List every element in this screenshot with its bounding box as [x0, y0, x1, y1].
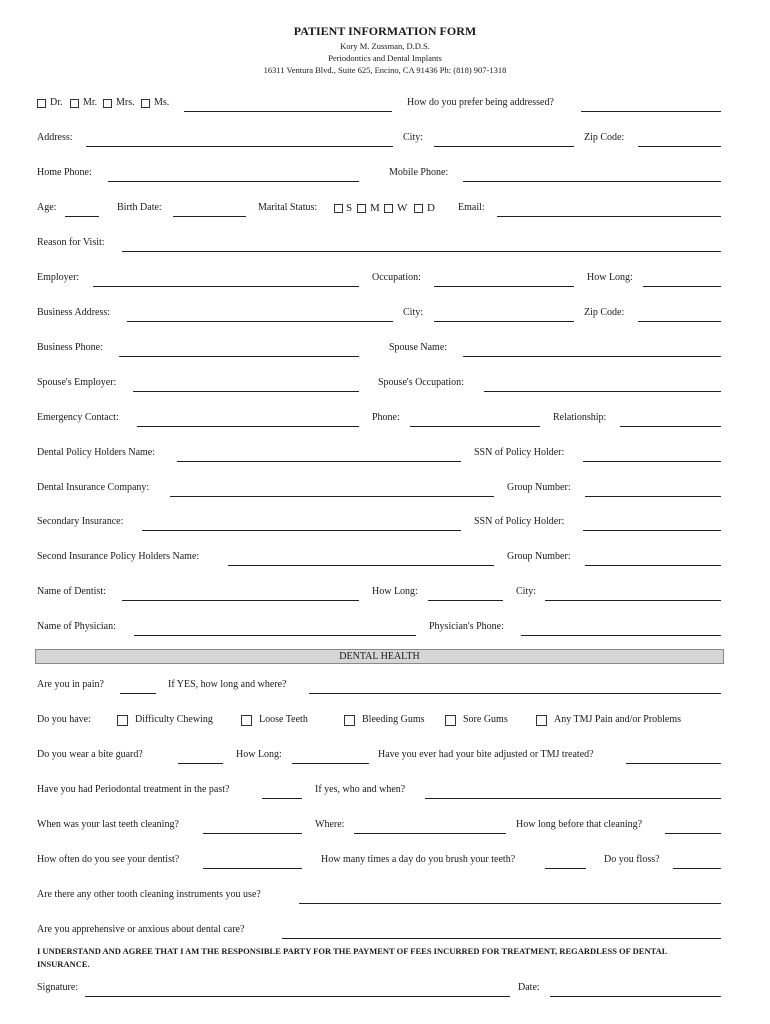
dentist-field[interactable]: [122, 600, 359, 601]
policy-holder-label: Dental Policy Holders Name:: [37, 447, 156, 458]
perio-field[interactable]: [262, 798, 302, 799]
business-city-field[interactable]: [434, 321, 574, 322]
emergency-contact-field[interactable]: [137, 426, 359, 427]
addressed-field[interactable]: [581, 111, 721, 112]
bite-guard-how-long-label: How Long:: [236, 749, 282, 760]
business-zip-label: Zip Code:: [584, 307, 625, 318]
relationship-field[interactable]: [620, 426, 721, 427]
zip-label: Zip Code:: [584, 132, 625, 143]
occupation-field[interactable]: [434, 286, 574, 287]
married-checkbox[interactable]: [357, 204, 366, 213]
single-label: S: [346, 202, 353, 214]
pain-label: Are you in pain?: [37, 679, 104, 690]
last-cleaning-field[interactable]: [203, 833, 302, 834]
perio-who-field[interactable]: [425, 798, 721, 799]
mobile-phone-field[interactable]: [463, 181, 721, 182]
bite-adjusted-label: Have you ever had your bite adjusted or TMJ treated?: [378, 749, 594, 760]
dentist-city-label: City:: [516, 586, 537, 597]
business-zip-field[interactable]: [638, 321, 721, 322]
sore-gums-checkbox[interactable]: [445, 715, 456, 726]
divorced-label: D: [427, 202, 435, 214]
anxious-field[interactable]: [282, 938, 721, 939]
business-address-label: Business Address:: [37, 307, 111, 318]
addressed-label: How do you prefer being addressed?: [407, 97, 554, 108]
insurance-company-field[interactable]: [170, 496, 494, 497]
emergency-phone-label: Phone:: [372, 412, 400, 423]
spouse-employer-field[interactable]: [133, 391, 359, 392]
secondary-insurance-label: Secondary Insurance:: [37, 516, 124, 527]
practice-address: 16311 Ventura Blvd., Suite 625, Encino, CA 91436 Ph: (818) 907-1318: [263, 65, 507, 75]
policy-holder-field[interactable]: [177, 461, 461, 462]
practice-name: Periodontics and Dental Implants: [328, 53, 442, 63]
brush-field[interactable]: [545, 868, 586, 869]
ssn-label: SSN of Policy Holder:: [474, 447, 565, 458]
spouse-occupation-field[interactable]: [484, 391, 721, 392]
emergency-contact-label: Emergency Contact:: [37, 412, 119, 423]
second-holder-label: Second Insurance Policy Holders Name:: [37, 551, 200, 562]
chewing-checkbox[interactable]: [117, 715, 128, 726]
widowed-label: W: [397, 202, 408, 214]
instruments-field[interactable]: [299, 903, 721, 904]
how-long-field[interactable]: [643, 286, 721, 287]
email-field[interactable]: [497, 216, 721, 217]
married-label: M: [370, 202, 380, 214]
widowed-checkbox[interactable]: [384, 204, 393, 213]
reason-label: Reason for Visit:: [37, 237, 105, 248]
relationship-label: Relationship:: [553, 412, 607, 423]
spouse-name-label: Spouse Name:: [389, 342, 448, 353]
spouse-employer-label: Spouse's Employer:: [37, 377, 117, 388]
bleeding-gums-checkbox[interactable]: [344, 715, 355, 726]
pain-field[interactable]: [120, 693, 156, 694]
perio-label: Have you had Periodontal treatment in the past?: [37, 784, 230, 795]
before-cleaning-label: How long before that cleaning?: [516, 819, 643, 830]
dentist-city-field[interactable]: [545, 600, 721, 601]
address-label: Address:: [37, 132, 73, 143]
chewing-label: Difficulty Chewing: [135, 714, 213, 725]
mr-checkbox[interactable]: [70, 99, 79, 108]
date-label: Date:: [518, 982, 540, 993]
sore-gums-label: Sore Gums: [463, 714, 508, 725]
secondary-ssn-label: SSN of Policy Holder:: [474, 516, 565, 527]
spouse-name-field[interactable]: [463, 356, 721, 357]
divorced-checkbox[interactable]: [414, 204, 423, 213]
mrs-label: Mrs.: [116, 97, 135, 108]
insurance-company-label: Dental Insurance Company:: [37, 482, 150, 493]
bite-guard-how-long-field[interactable]: [292, 763, 369, 764]
mrs-checkbox[interactable]: [103, 99, 112, 108]
responsibility-statement: I UNDERSTAND AND AGREE THAT I AM THE RESPONSIBLE PARTY FOR THE PAYMENT OF FEES INCURRED FOR TREATMENT, REGARDLESS OF DENTAL INSURANCE.: [37, 946, 667, 969]
spouse-occupation-label: Spouse's Occupation:: [378, 377, 464, 388]
cleaning-where-field[interactable]: [354, 833, 506, 834]
dentist-label: Name of Dentist:: [37, 586, 106, 597]
floss-label: Do you floss?: [604, 854, 660, 865]
signature-label: Signature:: [37, 982, 79, 993]
group-number-label: Group Number:: [507, 482, 571, 493]
birth-date-field[interactable]: [173, 216, 246, 217]
business-phone-field[interactable]: [119, 356, 359, 357]
single-checkbox[interactable]: [334, 204, 343, 213]
ms-checkbox[interactable]: [141, 99, 150, 108]
zip-field[interactable]: [638, 146, 721, 147]
dentist-often-field[interactable]: [203, 868, 302, 869]
physician-label: Name of Physician:: [37, 621, 116, 632]
email-label: Email:: [458, 202, 485, 213]
dentist-how-long-label: How Long:: [372, 586, 418, 597]
ssn-field[interactable]: [583, 461, 721, 462]
city-field[interactable]: [434, 146, 574, 147]
business-phone-label: Business Phone:: [37, 342, 103, 353]
floss-field[interactable]: [673, 868, 721, 869]
group-number-field[interactable]: [585, 496, 721, 497]
marital-label: Marital Status:: [258, 202, 318, 213]
tmj-checkbox[interactable]: [536, 715, 547, 726]
dentist-how-long-field[interactable]: [428, 600, 503, 601]
city-label: City:: [403, 132, 424, 143]
do-you-have-label: Do you have:: [37, 714, 91, 725]
mobile-phone-label: Mobile Phone:: [389, 167, 449, 178]
physician-field[interactable]: [134, 635, 416, 636]
name-field[interactable]: [184, 111, 392, 112]
instruments-label: Are there any other tooth cleaning instruments you use?: [37, 889, 261, 900]
bleeding-gums-label: Bleeding Gums: [362, 714, 425, 725]
mr-label: Mr.: [83, 97, 98, 108]
how-long-label: How Long:: [587, 272, 633, 283]
dr-checkbox[interactable]: [37, 99, 46, 108]
bite-guard-label: Do you wear a bite guard?: [37, 749, 143, 760]
bite-adjusted-field[interactable]: [626, 763, 721, 764]
pain-where-field[interactable]: [309, 693, 721, 694]
address-field[interactable]: [86, 146, 393, 147]
age-label: Age:: [37, 202, 57, 213]
date-field[interactable]: [550, 996, 721, 997]
physician-phone-field[interactable]: [521, 635, 721, 636]
business-address-field[interactable]: [127, 321, 393, 322]
occupation-label: Occupation:: [372, 272, 421, 283]
secondary-ssn-field[interactable]: [583, 530, 721, 531]
form-title: PATIENT INFORMATION FORM: [293, 24, 477, 38]
bite-guard-field[interactable]: [178, 763, 223, 764]
physician-phone-label: Physician's Phone:: [429, 621, 504, 632]
business-city-label: City:: [403, 307, 424, 318]
emergency-phone-field[interactable]: [410, 426, 540, 427]
second-holder-field[interactable]: [228, 565, 494, 566]
doctor-name: Kory M. Zussman, D.D.S.: [340, 41, 430, 51]
signature-field[interactable]: [85, 996, 510, 997]
home-phone-label: Home Phone:: [37, 167, 92, 178]
dr-label: Dr.: [50, 97, 63, 108]
tmj-label: Any TMJ Pain and/or Problems: [554, 714, 682, 725]
last-cleaning-label: When was your last teeth cleaning?: [37, 819, 179, 830]
ms-label: Ms.: [154, 97, 170, 108]
employer-field[interactable]: [93, 286, 359, 287]
secondary-insurance-field[interactable]: [142, 530, 461, 531]
loose-teeth-checkbox[interactable]: [241, 715, 252, 726]
before-cleaning-field[interactable]: [665, 833, 721, 834]
second-group-field[interactable]: [585, 565, 721, 566]
home-phone-field[interactable]: [108, 181, 359, 182]
pain-where-label: If YES, how long and where?: [168, 679, 287, 690]
anxious-label: Are you apprehensive or anxious about dental care?: [37, 924, 245, 935]
age-field[interactable]: [65, 216, 99, 217]
employer-label: Employer:: [37, 272, 80, 283]
dental-health-header: DENTAL HEALTH: [35, 649, 724, 664]
birth-date-label: Birth Date:: [117, 202, 162, 213]
reason-field[interactable]: [122, 251, 721, 252]
cleaning-where-label: Where:: [315, 819, 345, 830]
dentist-often-label: How often do you see your dentist?: [37, 854, 180, 865]
second-group-label: Group Number:: [507, 551, 571, 562]
loose-teeth-label: Loose Teeth: [259, 714, 308, 725]
perio-who-label: If yes, who and when?: [315, 784, 406, 795]
brush-label: How many times a day do you brush your teeth?: [321, 854, 516, 865]
